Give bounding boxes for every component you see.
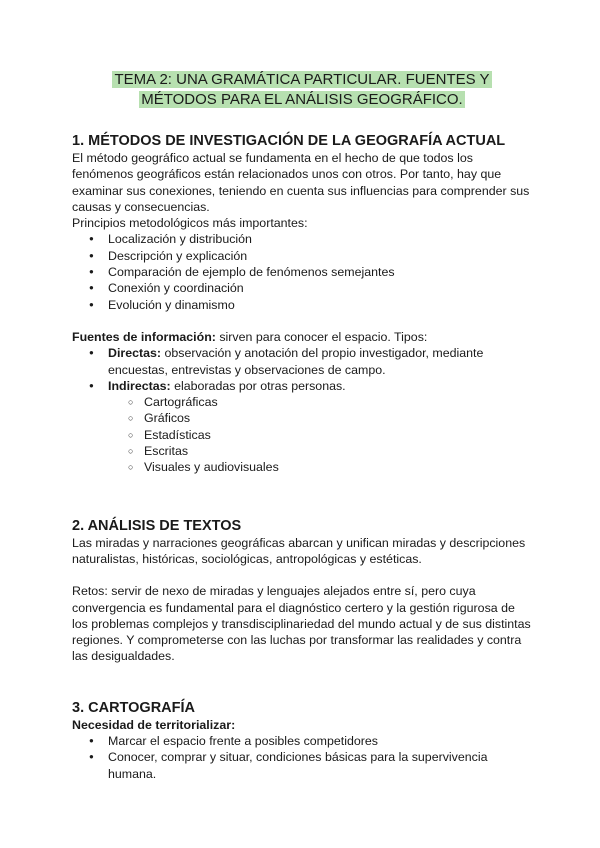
indirect-sources-list xyxy=(72,394,532,475)
list-item: ○ Estadísticas xyxy=(72,427,532,443)
list-item xyxy=(72,378,532,394)
list-item xyxy=(72,345,532,378)
direct-text: observación y anotación del propio investigador, mediante encuestas, entrevistas y observaciones de campo. xyxy=(108,346,484,377)
list-item: ● Localización y distribución xyxy=(72,231,532,247)
section-1-paragraph: El método geográfico actual se fundamenta en el hecho de que todos los fenómenos geográficos están relacionados unos con otros. Por tanto, hay que examinar sus conexiones, teniendo en cuenta sus influencias para comprender sus causas y consecuencias. xyxy=(72,151,530,214)
list-item: ● Conexión y coordinación xyxy=(72,280,532,296)
list-item: ● Descripción y explicación xyxy=(72,248,532,264)
section-3-subheading xyxy=(72,717,532,733)
document-page xyxy=(72,70,532,782)
sources-list xyxy=(72,345,532,394)
section-1-heading: 1. MÉTODOS DE INVESTIGACIÓN DE LA GEOGRAFÍA ACTUAL xyxy=(72,133,506,149)
list-item: ○ Escritas xyxy=(72,443,532,459)
list-item: ● Evolución y dinamismo xyxy=(72,297,532,313)
list-item: ● Conocer, comprar y situar, condiciones básicas para la supervivencia humana. xyxy=(72,749,532,782)
list-item: ○ Cartográficas xyxy=(72,394,532,410)
sources-text: sirven para conocer el espacio. Tipos: xyxy=(215,329,428,344)
indirect-text: elaboradas por otras personas. xyxy=(170,378,346,393)
list-item: ○ Gráficos xyxy=(72,410,532,426)
title-line-2: MÉTODOS PARA EL ANÁLISIS GEOGRÁFICO. xyxy=(141,91,463,108)
section-2-paragraph-1: Las miradas y narraciones geográficas abarcan y unifican miradas y descripciones naturalistas, históricas, sociológicas, antropológicas y estéticas. xyxy=(72,535,526,566)
list-item: ○ Visuales y audiovisuales xyxy=(72,459,532,475)
principles-list xyxy=(72,231,532,312)
list-item: ● Comparación de ejemplo de fenómenos semejantes xyxy=(72,264,532,280)
indirect-label: Indirectas: xyxy=(108,378,171,393)
principles-label: Principios metodológicos más importantes: xyxy=(72,216,308,231)
territorialize-label: Necesidad de territorializar: xyxy=(72,717,236,732)
section-2-paragraph-2: Retos: servir de nexo de miradas y lenguajes alejados entre sí, pero cuya convergencia es fundamental para el diagnóstico certero y la gestión rigurosa de los problemas complejos y transdisciplinariedad del mundo actual y de sus distintas regiones. Y comprometerse con las luchas por transformar las realidades y contra las desigualdades. xyxy=(72,584,531,664)
direct-label: Directas: xyxy=(108,346,162,361)
sources-paragraph xyxy=(72,329,532,345)
sources-label: Fuentes de información: xyxy=(72,329,216,344)
section-3-heading: 3. CARTOGRAFÍA xyxy=(72,699,195,716)
section-2-heading: 2. ANÁLISIS DE TEXTOS xyxy=(72,517,242,534)
document-title xyxy=(72,70,532,110)
list-item: ● Marcar el espacio frente a posibles competidores xyxy=(72,733,532,749)
territorialize-list xyxy=(72,733,532,782)
title-line-1: TEMA 2: UNA GRAMÁTICA PARTICULAR. FUENTES Y xyxy=(114,71,490,88)
